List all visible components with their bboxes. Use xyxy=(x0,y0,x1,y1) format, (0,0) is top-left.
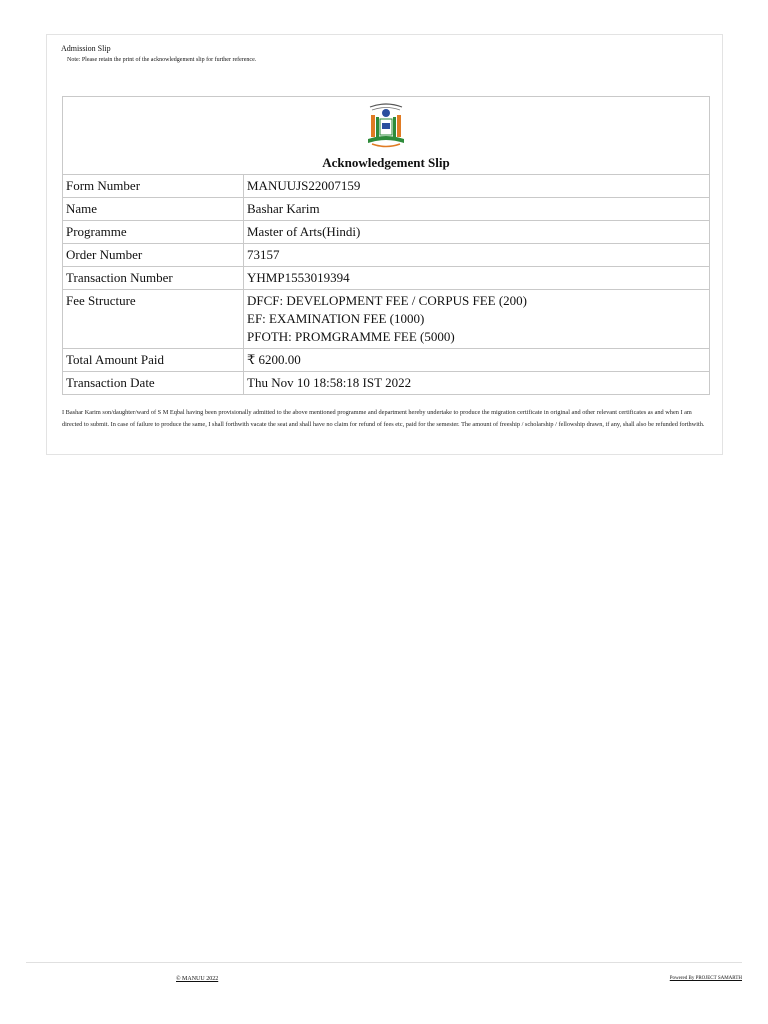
fee-structure-value xyxy=(244,290,710,349)
table-header-row xyxy=(63,97,710,175)
transaction-date-label: Transaction Date xyxy=(63,372,244,395)
transaction-date-value: Thu Nov 10 18:58:18 IST 2022 xyxy=(244,372,710,395)
transaction-number-label: Transaction Number xyxy=(63,267,244,290)
fee-line-development: DFCF: DEVELOPMENT FEE / CORPUS FEE (200) xyxy=(247,293,528,308)
fee-line-programme: PFOTH: PROMGRAMME FEE (5000) xyxy=(247,329,455,344)
university-emblem-icon xyxy=(360,99,412,151)
acknowledgement-table xyxy=(62,96,710,395)
transaction-number-value: YHMP1553019394 xyxy=(244,267,710,290)
footer-divider xyxy=(26,962,742,963)
table-row xyxy=(63,221,710,244)
retain-print-note: Note: Please retain the print of the acknowledgement slip for further reference. xyxy=(67,57,257,63)
fee-structure-label: Fee Structure xyxy=(63,290,244,349)
name-value: Bashar Karim xyxy=(244,198,710,221)
programme-label: Programme xyxy=(63,221,244,244)
total-amount-value: ₹ 6200.00 xyxy=(244,349,710,372)
order-number-value: 73157 xyxy=(244,244,710,267)
admission-slip-title: Admission Slip xyxy=(61,44,111,53)
table-row xyxy=(63,349,710,372)
form-number-label: Form Number xyxy=(63,175,244,198)
total-amount-label: Total Amount Paid xyxy=(63,349,244,372)
table-row xyxy=(63,244,710,267)
acknowledgement-slip-title: Acknowledgement Slip xyxy=(322,155,450,170)
programme-value: Master of Arts(Hindi) xyxy=(244,221,710,244)
declaration-text: I Bashar Karim son/daughter/ward of S M Eqbal having been provisionally admitted to the above mentioned programme and department hereby undertake to produce the migration certificate in original and other relevant certificates as and when I am directed to submit. In case of failure to produce the same, I shall forthwith vacate the seat and shall have no claim for refund of fees etc, paid for the semester. The amount of freeship / scholarship / fellowship drawn, if any, shall also be refunded forthwith. xyxy=(62,409,705,428)
name-label: Name xyxy=(63,198,244,221)
fee-line-examination: EF: EXAMINATION FEE (1000) xyxy=(247,311,425,326)
admission-slip-card xyxy=(46,34,723,455)
table-row xyxy=(63,175,710,198)
table-row xyxy=(63,198,710,221)
form-number-value: MANUUJS22007159 xyxy=(244,175,710,198)
powered-by-link[interactable]: Powered By PROJECT SAMARTH xyxy=(669,976,742,981)
table-row xyxy=(63,372,710,395)
table-header-cell xyxy=(63,97,710,175)
table-row xyxy=(63,290,710,349)
order-number-label: Order Number xyxy=(63,244,244,267)
table-row xyxy=(63,267,710,290)
copyright-link[interactable]: © MANUU 2022 xyxy=(176,976,219,982)
